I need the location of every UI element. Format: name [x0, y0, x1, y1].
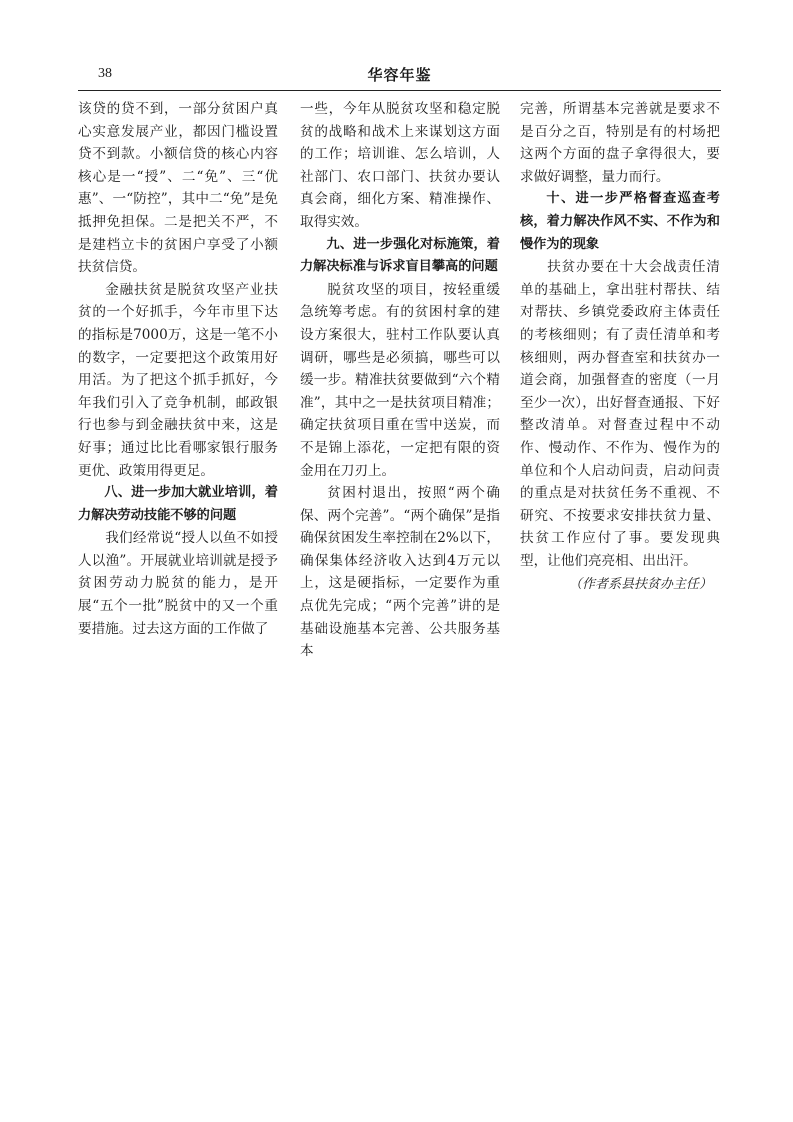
- paragraph: 金融扶贫是脱贫攻坚产业扶贫的一个好抓手，今年市里下达的指标是7000万，这是一笔不小的数字，一定要把这个政策用好用活。为了把这个抓手抓好，今年我们引入了竞争机制，邮政银行也参与到金融扶贫中来，这是好事；通过比比看哪家银行服务更优、政策用得更足。: [78, 281, 278, 479]
- header-rule: [78, 90, 721, 91]
- paragraph: 我们经常说“授人以鱼不如授人以渔”。开展就业培训就是授予贫困劳动力脱贫的能力，是开展“五个一批”脱贫中的又一个重要措施。过去这方面的工作做了: [78, 530, 278, 637]
- paragraph: 贫困村退出，按照“两个确保、两个完善”。“两个确保”是指确保贫困发生率控制在2%以下，确保集体经济收入达到4万元以上，这是硬指标，一定要作为重点优先完成；“两个完善”讲的是基础设施基本完善、公共服务基本: [300, 485, 500, 660]
- column-right: [520, 98, 720, 597]
- paragraph: 脱贫攻坚的项目，按轻重缓急统筹考虑。有的贫困村拿的建设方案很大，驻村工作队要认真调研，哪些是必须搞，哪些可以缓一步。精准扶贫要做到“六个精准”，其中之一是扶贫项目精准；确定扶贫项目重在雪中送炭，而不是锦上添花，一定把有限的资金用在刀刃上。: [300, 281, 500, 479]
- paragraph: 完善，所谓基本完善就是要求不是百分之百，特别是有的村场把这两个方面的盘子拿得很大，要求做好调整，量力而行。: [520, 101, 720, 185]
- paragraph: 该贷的贷不到，一部分贫困户真心实意发展产业，都因门槛设置贷不到款。小额信贷的核心内容核心是一“授”、二“免”、三“优惠”、一“防控”，其中二“免”是免抵押免担保。二是把关不严，不是建档立卡的贫困户享受了小额扶贫信贷。: [78, 101, 278, 276]
- paragraph: 一些，今年从脱贫攻坚和稳定脱贫的战略和战术上来谋划这方面的工作；培训谁、怎么培训，人社部门、农口部门、扶贫办要认真会商，细化方案、精准操作、取得实效。: [300, 101, 500, 230]
- running-title: 华容年鉴: [367, 66, 432, 84]
- section-heading-9: 九、进一步强化对标施策，着力解决标准与诉求盲目攀高的问题: [300, 236, 500, 275]
- paragraph: 扶贫办要在十大会战责任清单的基础上，拿出驻村帮扶、结对帮扶、乡镇党委政府主体责任的考核细则；有了责任清单和考核细则，两办督查室和扶贫办一道会商，加强督查的密度（一月至少一次），出好督查通报、下好整改清单。对督查过程中不动作、慢动作、不作为、慢作为的单位和个人启动问责，启动问责的重点是对扶贫任务不重视、不研究、不按要求安排扶贫力量、扶贫工作应付了事。要发现典型，让他们亮亮相、出出汗。: [520, 259, 720, 569]
- page-header: [78, 64, 721, 90]
- section-heading-10: 十、进一步严格督查巡查考核，着力解决作风不实、不作为和慢作为的现象: [520, 191, 720, 252]
- column-left: [78, 98, 278, 640]
- page-number: 38: [98, 66, 112, 81]
- column-middle: [300, 98, 500, 663]
- author-note: （作者系县扶贫办主任）: [568, 577, 712, 593]
- section-heading-8: 八、进一步加大就业培训，着力解决劳动技能不够的问题: [78, 485, 278, 523]
